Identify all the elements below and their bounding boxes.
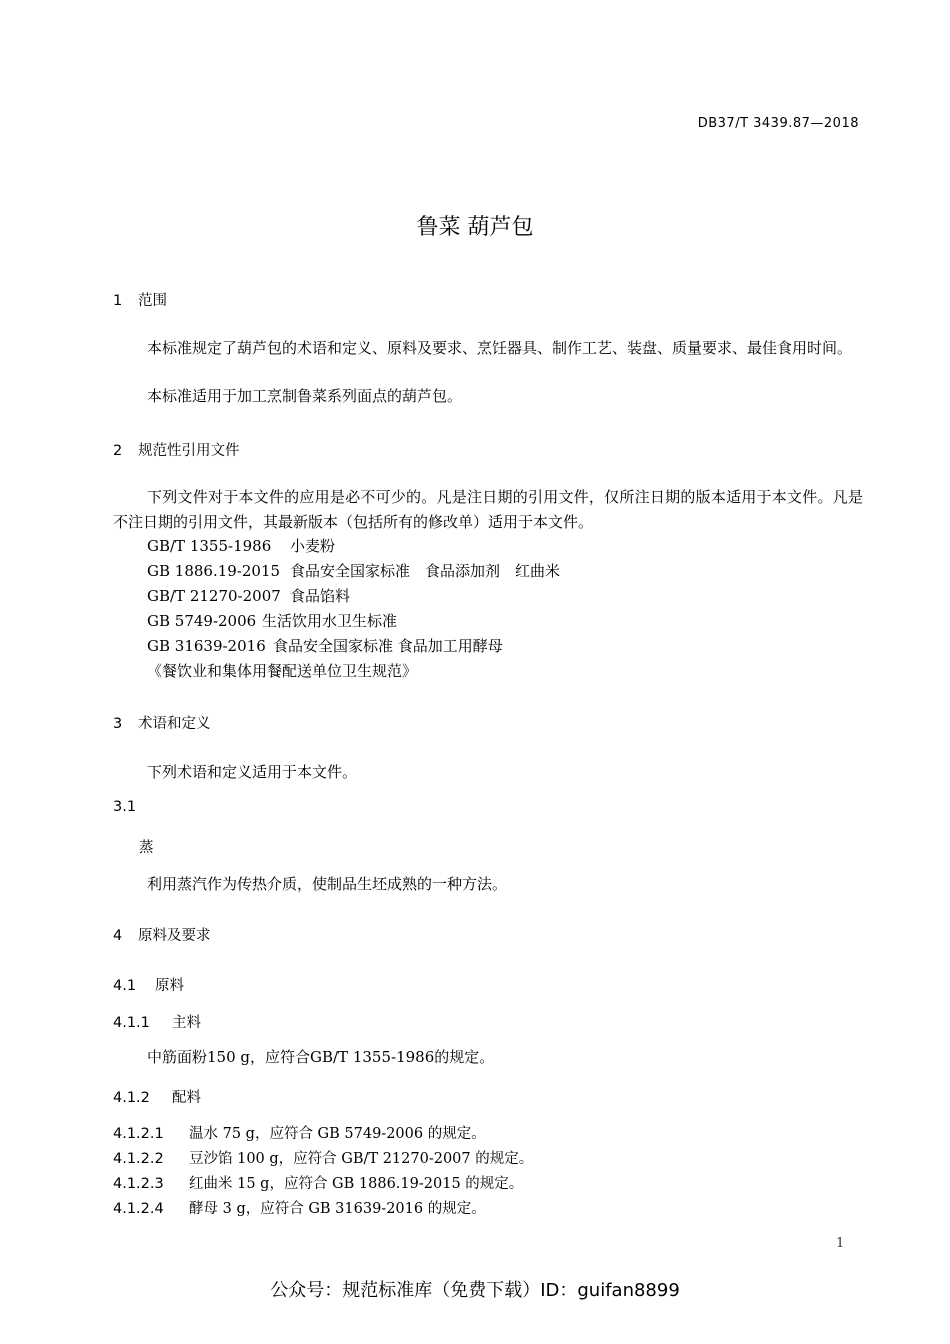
term-definition: 利用蒸汽作为传热介质，使制品生坯成熟的一种方法。 xyxy=(147,875,508,893)
section-number: 2 xyxy=(113,443,123,459)
references-intro: 下列文件对于本文件的应用是必不可少的。凡是注日期的引用文件，仅所注日期的版本适用于本文件。凡是不注日期的引用文件，其最新版本（包括所有的修改单）适用于本文件。 xyxy=(113,488,863,531)
subsection-title: 主料 xyxy=(172,1015,201,1031)
footer-watermark-text: 公众号：规范标准库（免费下载）ID：guifan8899 xyxy=(270,1280,680,1301)
reference-name: 生活饮用水卫生标准 xyxy=(262,612,398,630)
reference-name: 小麦粉 xyxy=(290,537,336,555)
scope-paragraph-2: 本标准适用于加工烹制鲁菜系列面点的葫芦包。 xyxy=(147,387,463,405)
section-4-heading xyxy=(113,924,211,945)
subsection-title: 配料 xyxy=(172,1090,201,1106)
reference-code: GB/T 21270-2007 xyxy=(147,587,281,605)
subsection-number: 4.1 xyxy=(113,978,137,994)
subsection-number: 4.1.1 xyxy=(113,1015,150,1031)
reference-item xyxy=(147,635,503,656)
reference-code: GB/T 1355-1986 xyxy=(147,537,272,555)
item-number: 4.1.2.3 xyxy=(113,1176,164,1192)
ingredient-item xyxy=(113,1147,533,1168)
section-title: 规范性引用文件 xyxy=(138,443,240,459)
terms-intro: 下列术语和定义适用于本文件。 xyxy=(147,763,358,781)
reference-name: 食品安全国家标准 食品添加剂 红曲米 xyxy=(290,562,561,580)
reference-code: GB 1886.19-2015 xyxy=(147,562,281,580)
reference-item xyxy=(147,585,350,606)
section-number: 4 xyxy=(113,928,123,944)
term-name: 蒸 xyxy=(139,840,154,856)
item-number: 4.1.2.1 xyxy=(113,1126,164,1142)
reference-name: 食品安全国家标准 食品加工用酵母 xyxy=(273,637,503,655)
section-3-heading xyxy=(113,712,211,733)
main-ingredient-text: 中筋面粉150 g，应符合GB/T 1355-1986的规定。 xyxy=(147,1048,495,1066)
section-2-heading xyxy=(113,439,240,460)
ingredient-item xyxy=(113,1172,523,1193)
item-text: 豆沙馅 100 g，应符合 GB/T 21270-2007 的规定。 xyxy=(189,1151,534,1167)
scope-paragraph-1: 本标准规定了葫芦包的术语和定义、原料及要求、烹饪器具、制作工艺、装盘、质量要求、最佳食用时间。 xyxy=(147,339,853,357)
standard-number: DB37/T 3439.87—2018 xyxy=(697,116,859,131)
section-1-heading xyxy=(113,289,167,310)
item-number: 4.1.2.4 xyxy=(113,1201,164,1217)
document-title: 鲁菜 葫芦包 xyxy=(416,215,534,240)
section-number: 3 xyxy=(113,716,123,732)
ingredient-item xyxy=(113,1197,486,1218)
reference-code: GB 31639-2016 xyxy=(147,637,266,655)
section-title: 原料及要求 xyxy=(138,928,211,944)
section-title: 术语和定义 xyxy=(138,716,211,732)
reference-item xyxy=(147,535,335,556)
item-text: 温水 75 g，应符合 GB 5749-2006 的规定。 xyxy=(189,1126,486,1142)
reference-item xyxy=(147,560,560,581)
section-number: 1 xyxy=(113,293,123,309)
term-number: 3.1 xyxy=(113,799,137,815)
subsection-4-1-1-heading xyxy=(113,1011,201,1032)
item-number: 4.1.2.2 xyxy=(113,1151,164,1167)
ingredient-item xyxy=(113,1122,486,1143)
subsection-4-1-heading xyxy=(113,974,184,995)
subsection-title: 原料 xyxy=(155,978,184,994)
section-title: 范围 xyxy=(138,293,167,309)
item-text: 酵母 3 g，应符合 GB 31639-2016 的规定。 xyxy=(189,1201,486,1217)
reference-item-regulation: 《餐饮业和集体用餐配送单位卫生规范》 xyxy=(147,662,418,680)
reference-item xyxy=(147,610,397,631)
page-number: 1 xyxy=(836,1236,845,1251)
reference-name: 食品馅料 xyxy=(290,587,351,605)
subsection-number: 4.1.2 xyxy=(113,1090,150,1106)
item-text: 红曲米 15 g，应符合 GB 1886.19-2015 的规定。 xyxy=(189,1176,524,1192)
reference-code: GB 5749-2006 xyxy=(147,612,257,630)
subsection-4-1-2-heading xyxy=(113,1086,201,1107)
